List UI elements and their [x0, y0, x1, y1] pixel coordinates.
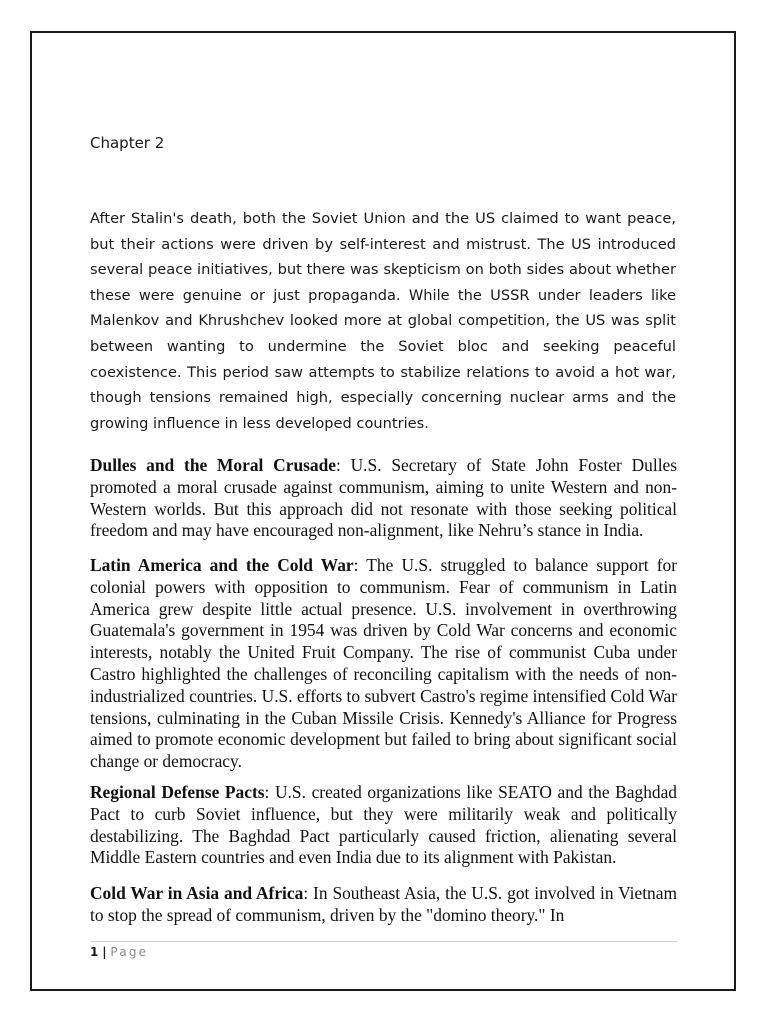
section-dulles: [90, 455, 677, 542]
intro-paragraph: After Stalin's death, both the Soviet Union and the US claimed to want peace, but their actions were driven by self-interest and mistrust. The US introduced several peace initiatives, but there was skepticism on both sides about whether these were genuine or just propaganda. While the USSR under leaders like Malenkov and Khrushchev looked more at global competition, the US was split between wanting to undermine the Soviet bloc and seeking peaceful coexistence. This period saw attempts to stabilize relations to avoid a hot war, though tensions remained high, especially concerning nuclear arms and the growing influence in less developed countries.: [90, 210, 676, 432]
section-asia-africa: [90, 883, 677, 927]
section-body: : In Southeast Asia, the U.S. got involved in Vietnam to stop the spread of communism, driven by the "domino theory." In: [90, 883, 677, 925]
section-body: : U.S. Secretary of State John Foster Dulles promoted a moral crusade against communism, aiming to unite Western and non-Western worlds. But this approach did not resonate with those seeking political freedom and may have encouraged non-alignment, like Nehru’s stance in India.: [90, 455, 678, 541]
section-title: Dulles and the Moral Crusade: [90, 455, 336, 475]
section-body: : The U.S. struggled to balance support for colonial powers with opposition to communism. Fear of communism in Latin America grew despite little actual presence. U.S. involvement in overthrowing Guatemala's government in 1954 was driven by Cold War concerns and economic interests, notably the United Fruit Company. The rise of communist Cuba under Castro highlighted the challenges of reconciling capitalism with the needs of non-industrialized countries. U.S. efforts to subvert Castro's regime intensified Cold War tensions, culminating in the Cuban Missile Crisis. Kennedy's Alliance for Progress aimed to promote economic development but failed to bring about significant social change or democracy.: [90, 555, 677, 772]
section-title: Regional Defense Pacts: [90, 782, 265, 802]
section-title: Latin America and the Cold War: [90, 555, 354, 575]
footer-divider: [90, 941, 678, 942]
section-latin-america: [90, 555, 677, 773]
section-regional-defense: [90, 782, 677, 869]
chapter-heading: Chapter 2: [90, 134, 165, 152]
page-number: 1: [90, 945, 99, 959]
page-label: Page: [110, 945, 149, 959]
section-title: Cold War in Asia and Africa: [90, 883, 304, 903]
page-footer: [90, 944, 148, 960]
page-separator: |: [102, 945, 107, 959]
section-body: : U.S. created organizations like SEATO and the Baghdad Pact to curb Soviet influence, but they were militarily weak and politically destabilizing. The Baghdad Pact particularly caused friction, alienating several Middle Eastern countries and even India due to its alignment with Pakistan.: [90, 782, 678, 868]
